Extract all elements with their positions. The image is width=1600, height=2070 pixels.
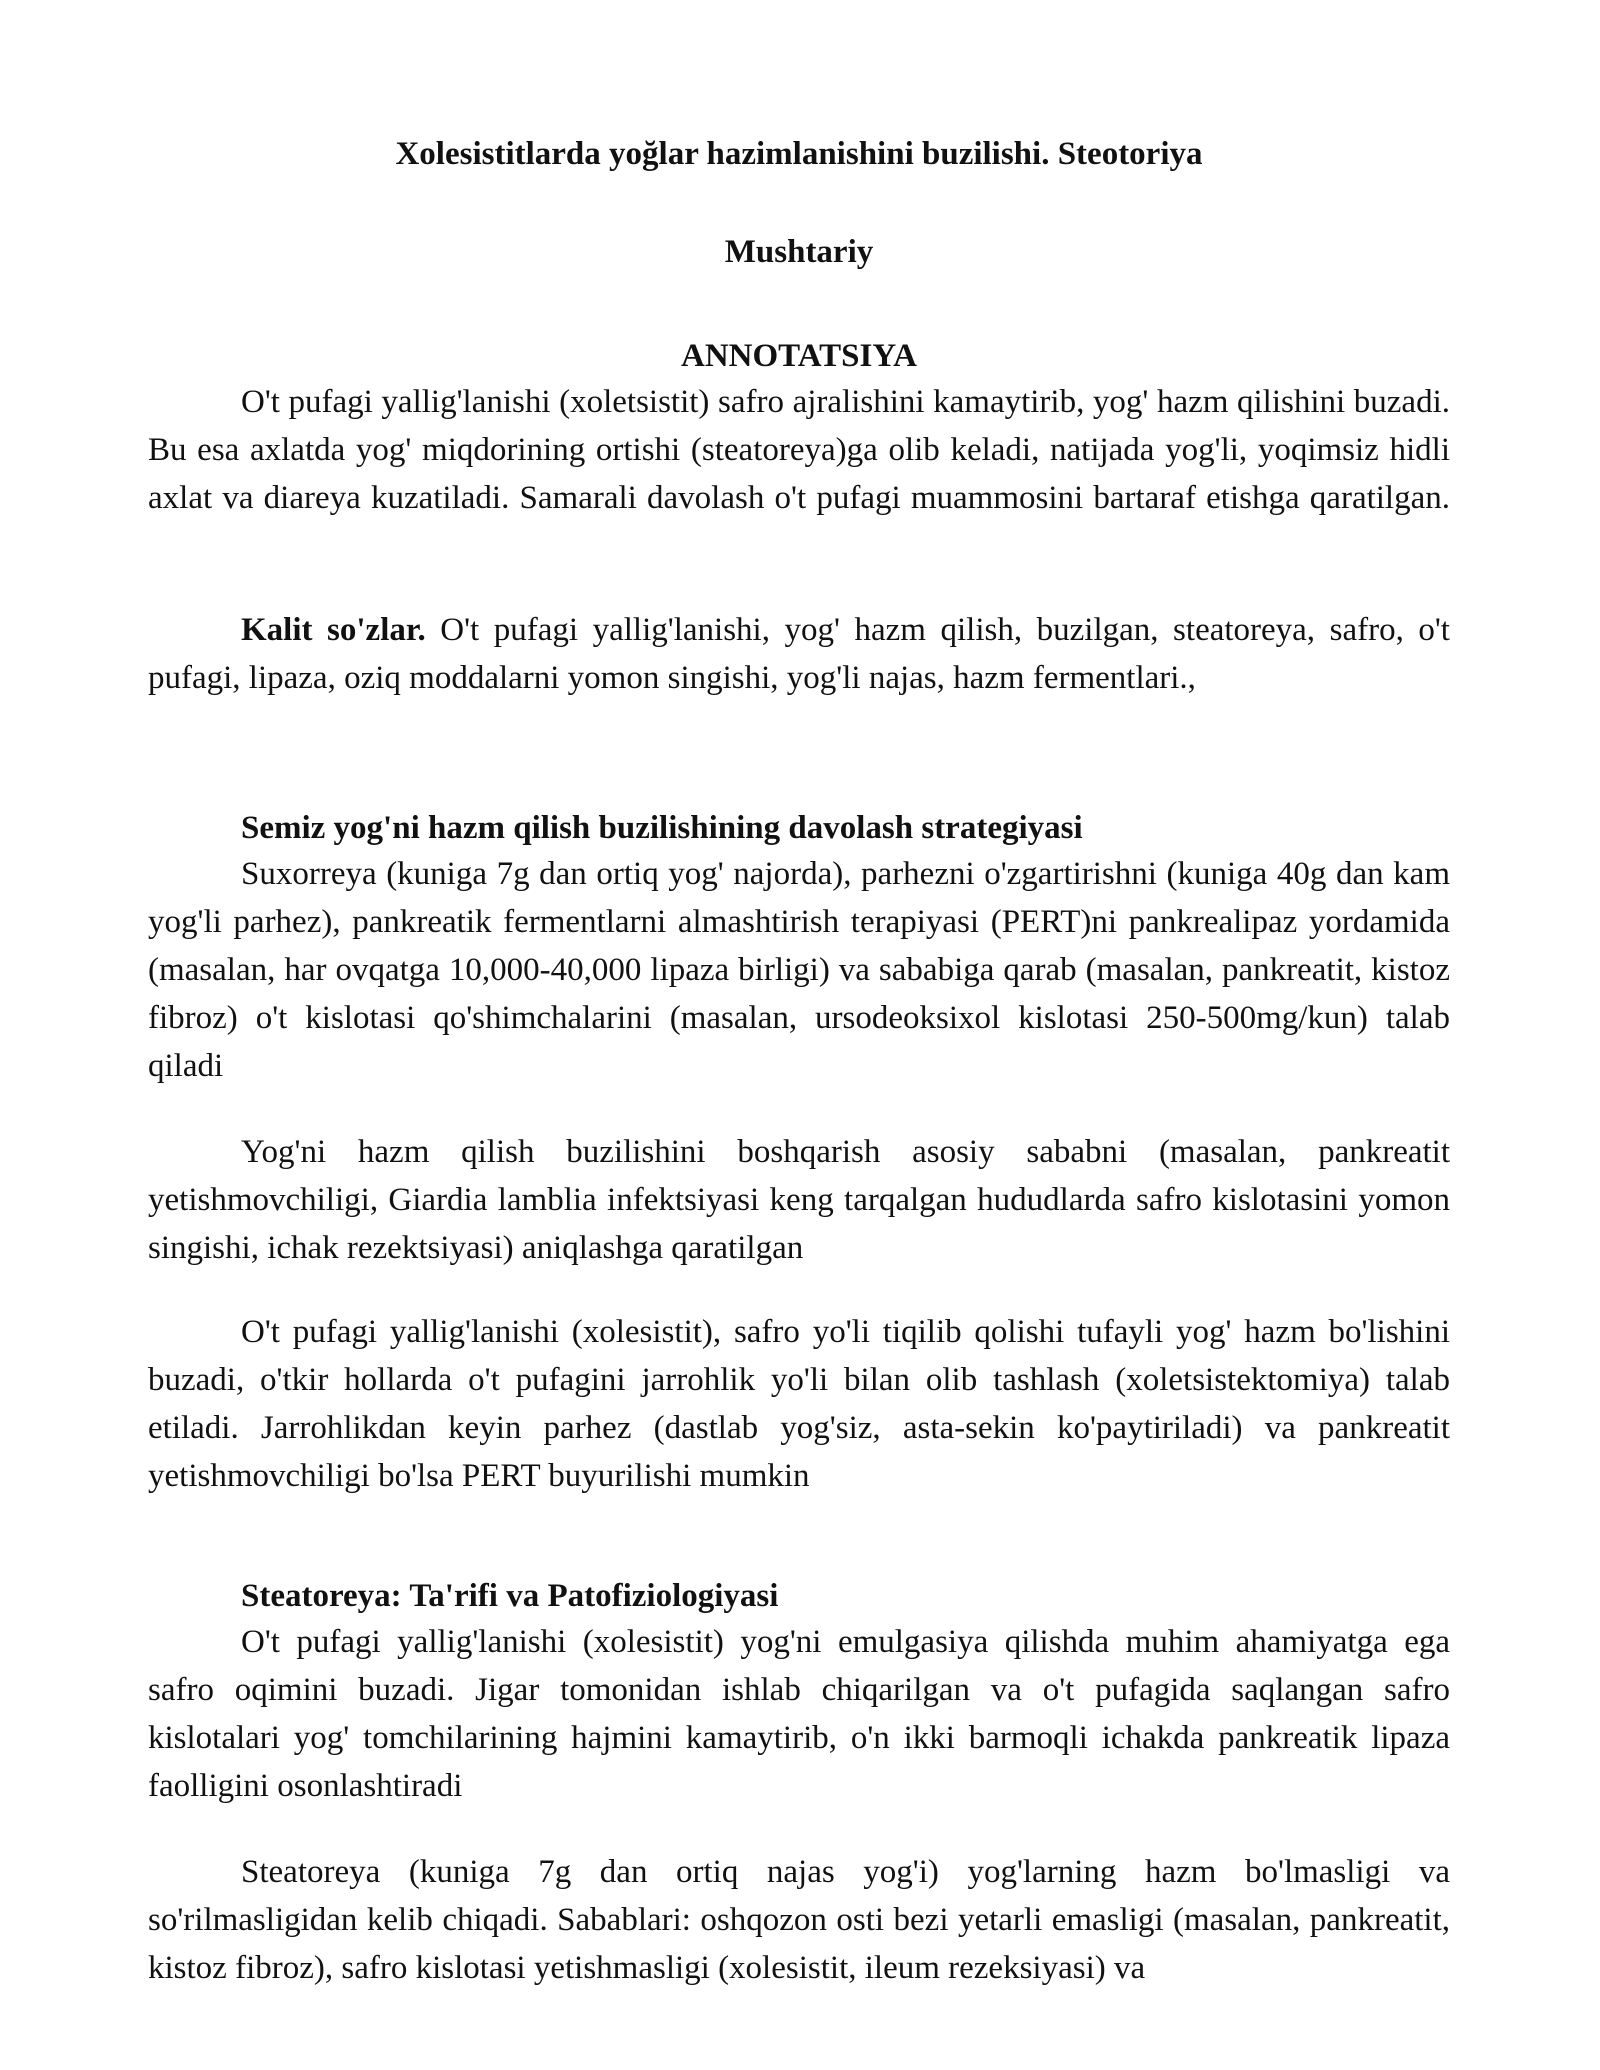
annotation-heading: ANNOTATSIYA: [681, 338, 917, 374]
section1-paragraph: O't pufagi yallig'lanishi (xolesistit), safro yo'li tiqilib qolishi tufayli yog' hazm bo'lishini buzadi, o'tkir hollarda o't pufagini jarrohlik yo'li bilan olib tashlash (xoletsistektomiya) talab etiladi. Jarrohlikdan keyin parhez (dastlab yog'siz, asta-sekin ko'paytiriladi) va pankreatit yetishmovchiligi bo'lsa PERT buyurilishi mumkin: [148, 1314, 1450, 1494]
section-heading-treatment: Semiz yog'ni hazm qilish buzilishining davolash strategiyasi: [241, 810, 1083, 846]
keywords-label: Kalit so'zlar.: [241, 612, 426, 648]
section1-paragraph: Yog'ni hazm qilish buzilishini boshqarish asosiy sababni (masalan, pankreatit yetishmovchiligi, Giardia lamblia infektsiyasi keng tarqalgan hududlarda safro kislotasini yomon singishi, ichak rezektsiyasi) aniqlashga qaratilgan: [148, 1134, 1450, 1266]
keywords-paragraph: [148, 606, 1450, 702]
section1-paragraph: Suxorreya (kuniga 7g dan ortiq yog' najorda), parhezni o'zgartirishni (kuniga 40g dan kam yog'li parhez), pankreatik fermentlarni almashtirish terapiyasi (PERT)ni pankrealipaz yordamida (masalan, har ovqatga 10,000-40,000 lipaza birligi) va sababiga qarab (masalan, pankreatit, kistoz fibroz) o't kislotasi qo'shimchalarini (masalan, ursodeoksixol kislotasi 250-500mg/kun) talab qiladi: [148, 856, 1450, 1084]
annotation-text: O't pufagi yallig'lanishi (xoletsistit) safro ajralishini kamaytirib, yog' hazm qilishini buzadi. Bu esa axlatda yog' miqdorining ortishi (steatoreya)ga olib keladi, natijada yog'li, yoqimsiz hidli axlat va diareya kuzatiladi. Samarali davolash o't pufagi muammosini bartaraf etishga qaratilgan.: [148, 384, 1450, 516]
author-name: Mushtariy: [724, 234, 874, 270]
section2-paragraph: Steatoreya (kuniga 7g dan ortiq najas yog'i) yog'larning hazm bo'lmasligi va so'rilmasligidan kelib chiqadi. Sabablari: oshqozon osti bezi yetarli emasligi (masalan, pankreatit, kistoz fibroz), safro kislotasi yetishmasligi (xolesistit, ileum rezeksiyasi) va: [148, 1854, 1450, 1986]
keywords-text: O't pufagi yallig'lanishi, yog' hazm qilish, buzilgan, steatoreya, safro, o't pufagi, lipaza, oziq moddalarni yomon singishi, yog'li najas, hazm fermentlari.,: [148, 612, 1450, 696]
section-heading-steatorrhea: Steatoreya: Ta'rifi va Patofiziologiyasi: [241, 1578, 779, 1614]
document-title: Xolesistitlarda yoğlar hazimlanishini buzilishi. Steotoriya: [395, 136, 1203, 172]
section2-paragraph: O't pufagi yallig'lanishi (xolesistit) yog'ni emulgasiya qilishda muhim ahamiyatga ega safro oqimini buzadi. Jigar tomonidan ishlab chiqarilgan va o't pufagida saqlangan safro kislotalari yog' tomchilarining hajmini kamaytirib, o'n ikki barmoqli ichakda pankreatik lipaza faolligini osonlashtiradi: [148, 1624, 1450, 1804]
document-page: [148, 0, 1450, 2070]
